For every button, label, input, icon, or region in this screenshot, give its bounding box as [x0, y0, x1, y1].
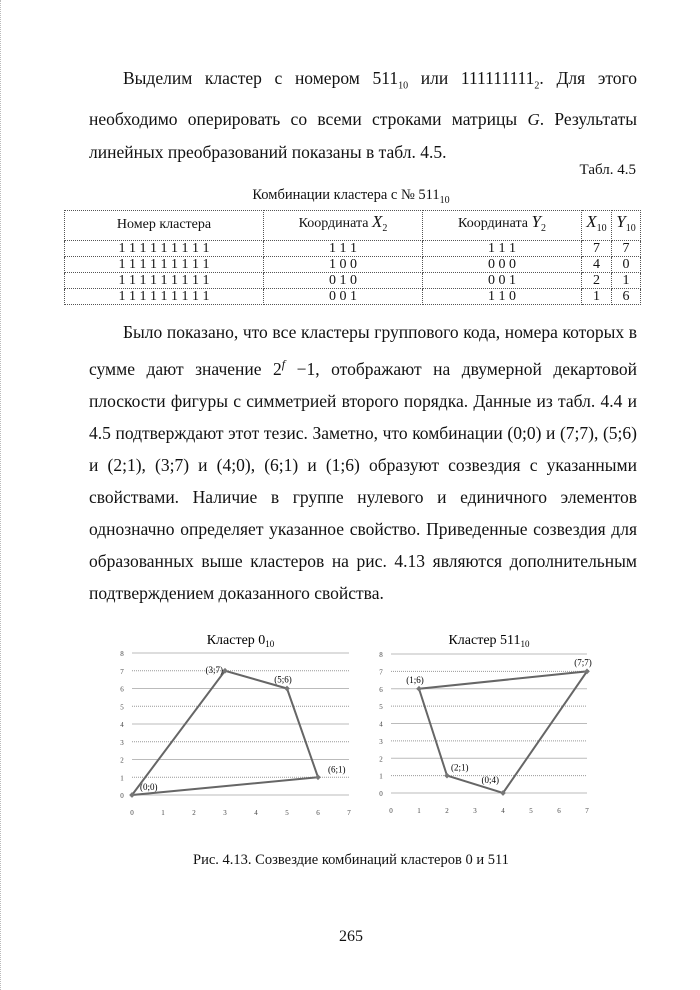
y-tick-label: 5 — [379, 703, 383, 712]
y-tick-label: 0 — [379, 790, 383, 798]
table-cell: 6 — [611, 288, 640, 304]
y-tick-label: 0 — [120, 792, 124, 800]
table-cell: 0 — [611, 256, 640, 272]
table-row — [65, 272, 641, 288]
table-cell: 1 1 1 1 1 1 1 1 1 — [65, 288, 264, 304]
y-tick-label: 1 — [379, 772, 383, 781]
data-label: (6;1) — [328, 764, 346, 775]
series-line — [419, 671, 587, 793]
data-label: (0;4) — [481, 775, 499, 785]
header-cluster: Номер кластера — [65, 211, 264, 241]
x-tick-label: 0 — [389, 807, 393, 815]
y-tick-label: 6 — [120, 685, 124, 694]
data-label: (0;0) — [140, 782, 158, 792]
y-tick-label: 2 — [379, 755, 383, 764]
y-tick-label: 2 — [120, 756, 124, 765]
table-cell: 1 1 1 — [264, 240, 423, 256]
table-cell: 0 0 1 — [423, 272, 582, 288]
data-label: (3;7) — [205, 664, 223, 675]
data-point — [284, 686, 290, 692]
table-cell: 1 1 1 1 1 1 1 1 1 — [65, 256, 264, 272]
y-tick-label: 5 — [120, 703, 124, 712]
table-cell: 7 — [611, 240, 640, 256]
table-cell: 1 — [611, 272, 640, 288]
table-cell: 1 1 0 — [423, 288, 582, 304]
table-cell: 0 0 0 — [423, 256, 582, 272]
table-label: Табл. 4.5 — [579, 162, 636, 178]
data-point — [416, 686, 422, 692]
table-cell: 1 1 1 1 1 1 1 1 1 — [65, 272, 264, 288]
header-y10: $Y_{10}$ — [611, 211, 640, 241]
data-label: (1;6) — [406, 674, 424, 685]
y-tick-label: 7 — [120, 667, 124, 676]
table-cell: 0 0 1 — [264, 288, 423, 304]
cluster-table — [64, 210, 641, 305]
data-label: (7;7) — [574, 657, 592, 668]
data-point — [444, 773, 450, 779]
table-cell: 1 0 0 — [264, 256, 423, 272]
table-row — [65, 240, 641, 256]
y-tick-label: 7 — [379, 668, 383, 677]
table-cell: 1 1 1 1 1 1 1 1 1 — [65, 240, 264, 256]
chart-title-sub: 10 — [520, 639, 530, 649]
table-header-row — [65, 211, 641, 241]
x-tick-label: 6 — [316, 809, 320, 817]
y-tick-label: 4 — [120, 721, 124, 729]
header-x10: $X_{10}$ — [582, 211, 612, 241]
table-cell: 4 — [582, 256, 612, 272]
table-cell: 0 1 0 — [264, 272, 423, 288]
paragraph-2: Было показано, что все кластеры группового кода, номера которых в сумме дают значение $2^f -1$, отображают на двумерной декартовой плоскости фигуры с симметрией второго порядка. Данные из табл. 4.4 и 4.5 подтверждают этот тезис. Заметно, что комбинации (0;0) и (7;7), (5;6) и (2;1), (3;7) и (4;0), (6;1) и (1;6) образуют созвездия с указанными свойствами. Наличие в группе нулевого и единичного элементов однозначно определяет указанное свойство. Приведенные созвездия для образованных выше кластеров на рис. 4.13 являются дополнительным подтверждением доказанного свойства. — [89, 322, 637, 603]
y-tick-label: 3 — [379, 737, 383, 746]
table-cell: 1 1 1 — [423, 240, 582, 256]
y-tick-label: 8 — [120, 650, 124, 658]
figure-charts — [1, 630, 700, 830]
x-tick-label: 3 — [473, 807, 477, 815]
page-number: 265 — [339, 928, 363, 945]
table-cell: 2 — [582, 272, 612, 288]
x-tick-label: 5 — [285, 809, 289, 817]
header-x2: Координата $X_2$ — [264, 211, 423, 241]
x-tick-label: 2 — [192, 809, 196, 817]
x-tick-label: 7 — [585, 807, 589, 815]
x-tick-label: 1 — [161, 809, 165, 817]
x-tick-label: 1 — [417, 807, 421, 815]
chart-0 — [120, 633, 351, 817]
chart-1 — [379, 633, 592, 815]
x-tick-label: 4 — [501, 807, 505, 815]
chart-title: Кластер $0_{10}$ — [206, 633, 275, 649]
table-row — [65, 256, 641, 272]
x-tick-label: 5 — [529, 807, 533, 815]
x-tick-label: 4 — [254, 809, 258, 817]
table-row — [65, 288, 641, 304]
table-caption: Комбинации кластера с № $511_{10}$ — [252, 187, 450, 206]
chart-title: Кластер $511_{10}$ — [448, 633, 530, 649]
x-tick-label: 2 — [445, 807, 449, 815]
y-tick-label: 3 — [120, 738, 124, 747]
data-label: (5;6) — [274, 674, 292, 685]
y-tick-label: 1 — [120, 774, 124, 783]
y-tick-label: 4 — [379, 720, 383, 729]
figure-caption: Рис. 4.13. Созвездие комбинаций кластеров 0 и 511 — [193, 852, 509, 868]
x-tick-label: 6 — [557, 807, 561, 815]
data-label: (2;1) — [451, 762, 469, 773]
series-line — [132, 671, 318, 795]
x-tick-label: 7 — [347, 809, 351, 817]
y-tick-label: 6 — [379, 685, 383, 694]
table-cell: 7 — [582, 240, 612, 256]
chart-title-sub: 10 — [265, 639, 275, 649]
data-point — [315, 774, 321, 780]
table-cell: 1 — [582, 288, 612, 304]
y-tick-label: 8 — [379, 651, 383, 659]
paragraph-1: Выделим кластер с номером $511_{10}$ или $111111111_2$. Для этого необходимо оперировать со всеми строками матрицы G. Результаты линейных преобразований показаны в табл. 4.5. — [89, 68, 637, 162]
x-tick-label: 0 — [130, 809, 134, 817]
x-tick-label: 3 — [223, 809, 227, 817]
header-y2: Координата $Y_2$ — [423, 211, 582, 241]
